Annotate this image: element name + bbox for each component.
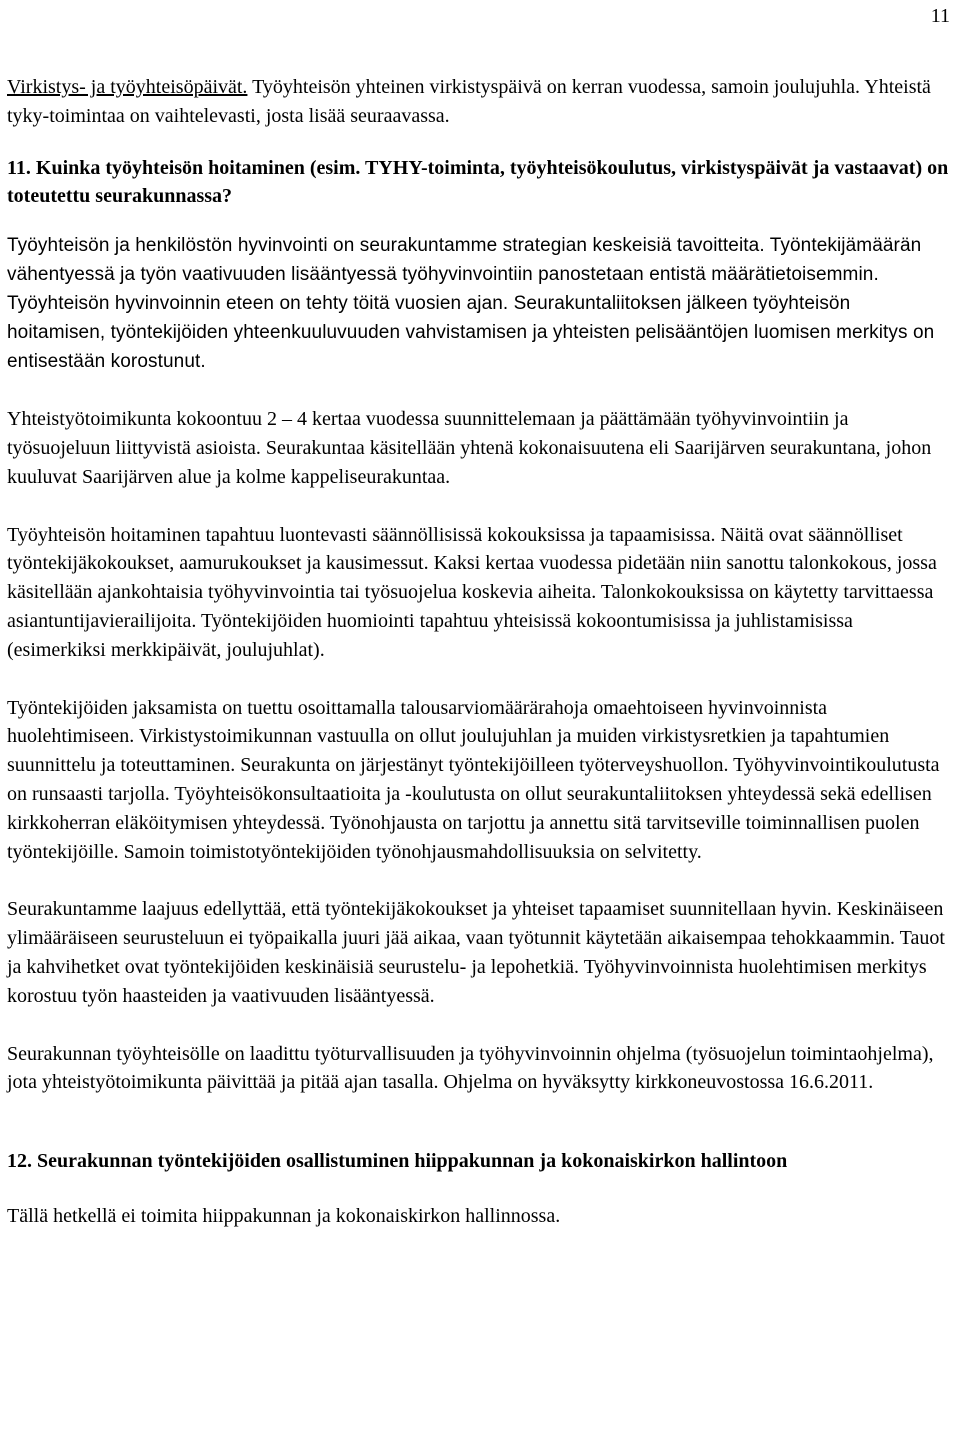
section-11-paragraph-5: Seurakuntamme laajuus edellyttää, että työntekijäkokoukset ja yhteiset tapaamiset suunnitellaan hyvin. Keskinäiseen ylimääräiseen seurusteluun ei työpaikalla juuri jää aikaa, vaan työtunnit käytetään aikaisempaa tehokkaammin. Tauot ja kahvihetket ovat työntekijöiden keskinäisiä seurustelu- ja lepohetkiä. Työhyvinvoinnista huolehtimisen merkitys korostuu työn haasteiden ja vaativuuden lisääntyessä. [7,898,945,1007]
section-12-heading: 12. Seurakunnan työntekijöiden osallistuminen hiippakunnan ja kokonaiskirkon hallintoon [7,1150,788,1173]
section-11-paragraph-6: Seurakunnan työyhteisölle on laadittu työturvallisuuden ja työhyvinvoinnin ohjelma (työsuojelun toimintaohjelma), jota yhteistyötoimikunta päivittää ja pitää ajan tasalla. Ohjelma on hyväksytty kirkkoneuvostossa 16.6.2011. [7,1042,934,1094]
section-11-heading: 11. Kuinka työyhteisön hoitaminen (esim. TYHY-toiminta, työyhteisökoulutus, virkistyspäivät ja vastaavat) on toteutettu seurakunnassa? [7,156,949,208]
section-11-paragraph-4: Työntekijöiden jaksamista on tuettu osoittamalla talousarviomäärärahoja omaehtoiseen hyvinvoinnista huolehtimiseen. Virkistystoimikunnan vastuulla on ollut joulujuhlan ja muiden virkistysretkien ja tapahtumien suunnittelu ja toteuttaminen. Seurakunta on järjestänyt työntekijöilleen työterveyshuollon. Työhyvinvointikoulutusta on runsaasti tarjolla. Työyhteisökonsultaatioita ja -koulutusta on ollut seurakuntaliitoksen yhteydessä sekä edellisen kirkkoherran eläköitymisen yhteydessä. Työnohjausta on tarjottu ja annettu sitä tarvitseville toiminnallisen puolen työntekijöille. Samoin toimistotyöntekijöiden työnohjausmahdollisuuksia on selvitetty. [7,696,940,863]
page-content [7,73,953,1260]
page-number: 11 [930,5,950,27]
intro-paragraph [7,73,953,131]
section-11-paragraph-3: Työyhteisön hoitaminen tapahtuu luontevasti säännöllisissä kokouksissa ja tapaamisissa. Näitä ovat säännölliset työntekijäkokoukset, aamurukoukset ja kausimessut. Kaksi kertaa vuodessa pidetään niin sanottu talonkokous, jossa käsitellään ajankohtaisia työhyvinvointia tai työsuojelua koskevia aiheita. Talonkokouksissa on käytetty tarvittaessa asiantuntijavierailijoita. Työntekijöiden huomiointi tapahtuu yhteisissä kokoontumisissa ja juhlistamisissa (esimerkiksi merkkipäivät, joulujuhlat). [7,523,937,661]
intro-link[interactable]: Virkistys- ja työyhteisöpäivät. [7,76,248,98]
section-12-paragraph: Tällä hetkellä ei toimita hiippakunnan ja kokonaiskirkon hallinnossa. [7,1204,561,1227]
intro-text: Työyhteisön yhteinen virkistyspäivä on kerran vuodessa, samoin joulujuhla. Yhteistä tyky-toimintaa on vaihtelevasti, josta lisää seuraavassa. [7,76,931,127]
section-11-paragraph-2: Yhteistyötoimikunta kokoontuu 2 – 4 kertaa vuodessa suunnittelemaan ja päättämään työhyvinvointiin ja työsuojeluun liittyvistä asioista. Seurakuntaa käsitellään yhtenä kokonaisuutena eli Saarijärven seurakuntana, johon kuuluvat Saarijärven alue ja kolme kappeliseurakuntaa. [7,408,932,488]
section-11-paragraph-1: Työyhteisön ja henkilöstön hyvinvointi on seurakuntamme strategian keskeisiä tavoitteita. Työntekijämäärän vähentyessä ja työn vaativuuden lisääntyessä työhyvinvointiin panostetaan entistä määrätietoisemmin. Työyhteisön hyvinvoinnin eteen on tehty töitä vuosien ajan. Seurakuntaliitoksen jälkeen työyhteisön hoitamisen, työntekijöiden yhteenkuuluvuuden vahvistamisen ja yhteisten pelisääntöjen luomisen merkitys on entisestään korostunut. [7,235,935,373]
